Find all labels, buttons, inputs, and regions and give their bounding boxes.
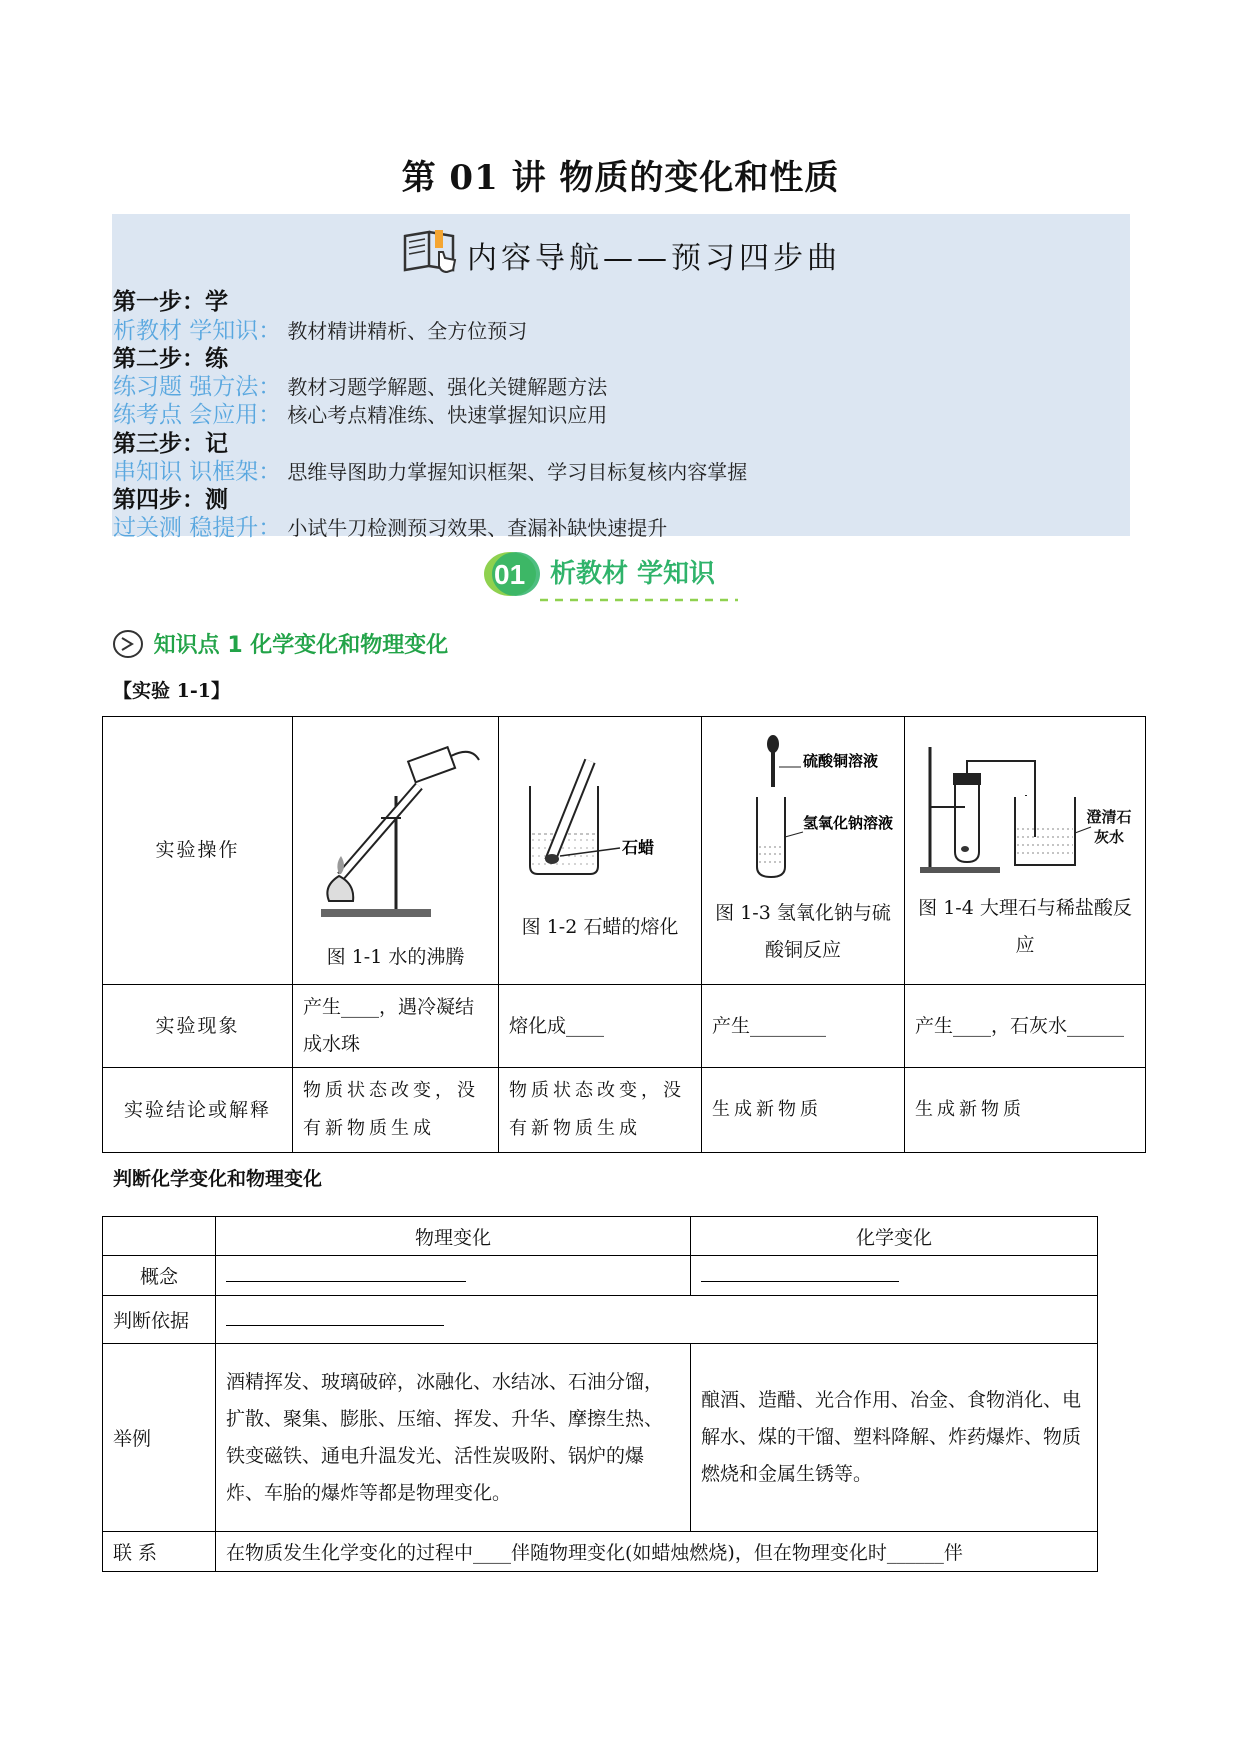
physical-examples: 酒精挥发、玻璃破碎，冰融化、水结冰、石油分馏，扩散、聚集、膨胀、压缩、挥发、升华、摩擦生热、铁变磁铁、通电升温发光、活性炭吸附、锅炉的爆炸、车胎的爆炸等都是物理变化。 [216,1344,691,1532]
nav-step-title: 第一步：学 [113,289,228,315]
fill-blank [226,1325,444,1326]
fill-blank [226,1281,466,1282]
comparison-table [102,1216,1098,1572]
nav-row-desc: 小试牛刀检测预习效果、查漏补缺快速提升 [287,516,668,540]
knowledge-point-title: 知识点 1 化学变化和物理变化 [112,628,448,659]
page-title: 第 01 讲 物质的变化和性质 [401,158,840,198]
conclusion-4: 生成新物质 [905,1068,1146,1153]
boiling-water-apparatus-icon [301,726,491,926]
label-paraffin: 石蜡 [622,837,655,857]
judge-title: 判断化学变化和物理变化 [113,1168,323,1190]
conclusion-2: 物质状态改变，没有新物质生成 [499,1068,702,1153]
nav-row-highlight: 过关测 稳提升： [113,515,282,541]
row-basis: 判断依据 [103,1296,216,1344]
nav-row-desc: 核心考点精准练、快速掌握知识应用 [287,403,608,427]
nav-row [113,509,667,542]
phenomenon-2: 熔化成____ [499,985,702,1068]
banner-number: 01 [494,559,526,590]
nav-row-highlight: 串知识 识框架： [113,459,282,485]
row-relation: 联 系 [103,1532,216,1572]
figure-caption: 图 1-4 大理石与稀盐酸反应 [918,897,1132,956]
nav-step-title: 第二步：练 [113,346,228,372]
header-physical: 物理变化 [216,1217,691,1256]
arrow-circle-icon [112,629,146,659]
conclusion-1: 物质状态改变，没有新物质生成 [293,1068,499,1153]
label-copper-sulfate: 硫酸铜溶液 [803,752,879,770]
row-label-phenomenon: 实验现象 [103,985,293,1068]
phenomenon-3: 产生________ [702,985,905,1068]
figure-1-2 [499,717,702,985]
nav-row-highlight: 练习题 强方法： [113,374,282,400]
concept-chemical-blank [691,1256,1098,1296]
nav-row-highlight: 析教材 学知识： [113,318,282,344]
paraffin-melting-icon [510,756,690,896]
chemical-examples: 酿酒、造醋、光合作用、冶金、食物消化、电解水、煤的干馏、塑料降解、炸药爆炸、物质燃烧和金属生锈等。 [691,1344,1098,1532]
basis-blank [216,1296,1098,1344]
row-examples: 举例 [103,1344,216,1532]
section-banner [480,548,740,608]
nav-heading: 内容导航——预习四步曲 [112,226,1130,284]
figure-caption: 图 1-3 氢氧化钠与硫酸铜反应 [715,902,891,961]
row-label-conclusion: 实验结论或解释 [103,1068,293,1153]
phenomenon-4: 产生____，石灰水______ [905,985,1146,1068]
nav-row-highlight: 练考点 会应用： [113,402,282,428]
dropper-test-tube-icon [713,732,893,882]
book-hand-icon [401,226,461,284]
row-concept: 概念 [103,1256,216,1296]
header-chemical: 化学变化 [691,1217,1098,1256]
fill-blank [701,1281,899,1282]
figure-caption: 图 1-2 石蜡的熔化 [521,915,679,938]
nav-row-desc: 思维导图助力掌握知识框架、学习目标复核内容掌握 [287,460,748,484]
relation-text: 在物质发生化学变化的过程中____伴随物理变化(如蜡烛燃烧)，但在物理变化时______伴 [216,1532,1098,1572]
figure-caption: 图 1-1 水的沸腾 [326,945,465,968]
marble-acid-apparatus-icon [915,737,1135,877]
nav-step-title: 第三步：记 [113,431,228,457]
phenomenon-1: 产生____，遇冷凝结成水珠 [293,985,499,1068]
label-limewater: 澄清石灰水 [1086,808,1132,846]
nav-step-title: 第四步：测 [113,487,228,513]
figure-1-3 [702,717,905,985]
label-sodium-hydroxide: 氢氧化钠溶液 [803,814,893,832]
nav-row-desc: 教材精讲精析、全方位预习 [287,319,528,343]
figure-1-1 [293,717,499,985]
concept-physical-blank [216,1256,691,1296]
conclusion-3: 生成新物质 [702,1068,905,1153]
experiment-label: 【实验 1-1】 [113,680,230,702]
experiment-table [102,716,1146,1153]
banner-text: 析教材 学知识 [550,559,716,589]
empty-corner [103,1217,216,1256]
nav-row-desc: 教材习题学解题、强化关键解题方法 [287,375,608,399]
row-label-operation: 实验操作 [103,717,293,985]
figure-1-4 [905,717,1146,985]
